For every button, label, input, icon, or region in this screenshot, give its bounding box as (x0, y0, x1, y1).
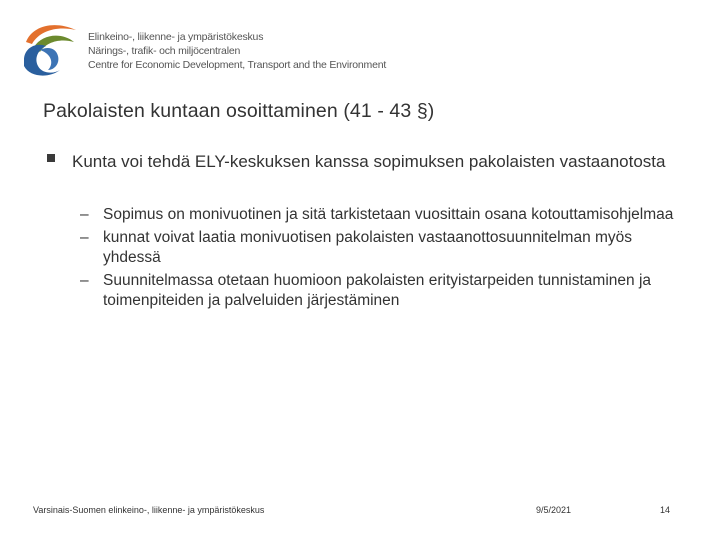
sub-bullet-item (80, 271, 690, 311)
main-bullet-text: Kunta voi tehdä ELY-keskuksen kanssa sopimuksen pakolaisten vastaanotosta (72, 152, 666, 171)
org-name-en: Centre for Economic Development, Transport and the Environment (88, 59, 387, 71)
dash-bullet-icon: – (80, 272, 89, 289)
sub-bullet-item (80, 228, 690, 268)
footer-date: 9/5/2021 (536, 505, 572, 515)
sub-bullet-text: Suunnitelmassa otetaan huomioon pakolaisten erityistarpeiden tunnistaminen ja toimenpiteiden ja palveluiden järjestäminen (103, 272, 652, 309)
org-name-block (88, 30, 386, 72)
footer-org-name: Varsinais-Suomen elinkeino-, liikenne- ja ympäristökeskus (33, 505, 265, 515)
sub-bullet-item (80, 205, 690, 225)
org-name-sv: Närings-, trafik- och miljöcentralen (88, 45, 241, 57)
ely-logo (22, 20, 78, 80)
main-bullet (47, 150, 687, 173)
org-name-fi: Elinkeino-, liikenne- ja ympäristökeskus (88, 31, 264, 43)
slide-title: Pakolaisten kuntaan osoittaminen (41 - 43 §) (43, 100, 435, 122)
square-bullet-icon (47, 154, 55, 162)
sub-bullet-text: Sopimus on monivuotinen ja sitä tarkistetaan vuosittain osana kotouttamisohjelmaa (103, 206, 674, 223)
footer-page-number: 14 (660, 505, 671, 515)
dash-bullet-icon: – (80, 229, 89, 246)
logo-blue-swoosh (40, 48, 58, 70)
sub-bullet-list (80, 205, 690, 314)
sub-bullet-text: kunnat voivat laatia monivuotisen pakolaisten vastaanottosuunnitelman myös yhdessä (103, 229, 633, 266)
dash-bullet-icon: – (80, 206, 89, 223)
